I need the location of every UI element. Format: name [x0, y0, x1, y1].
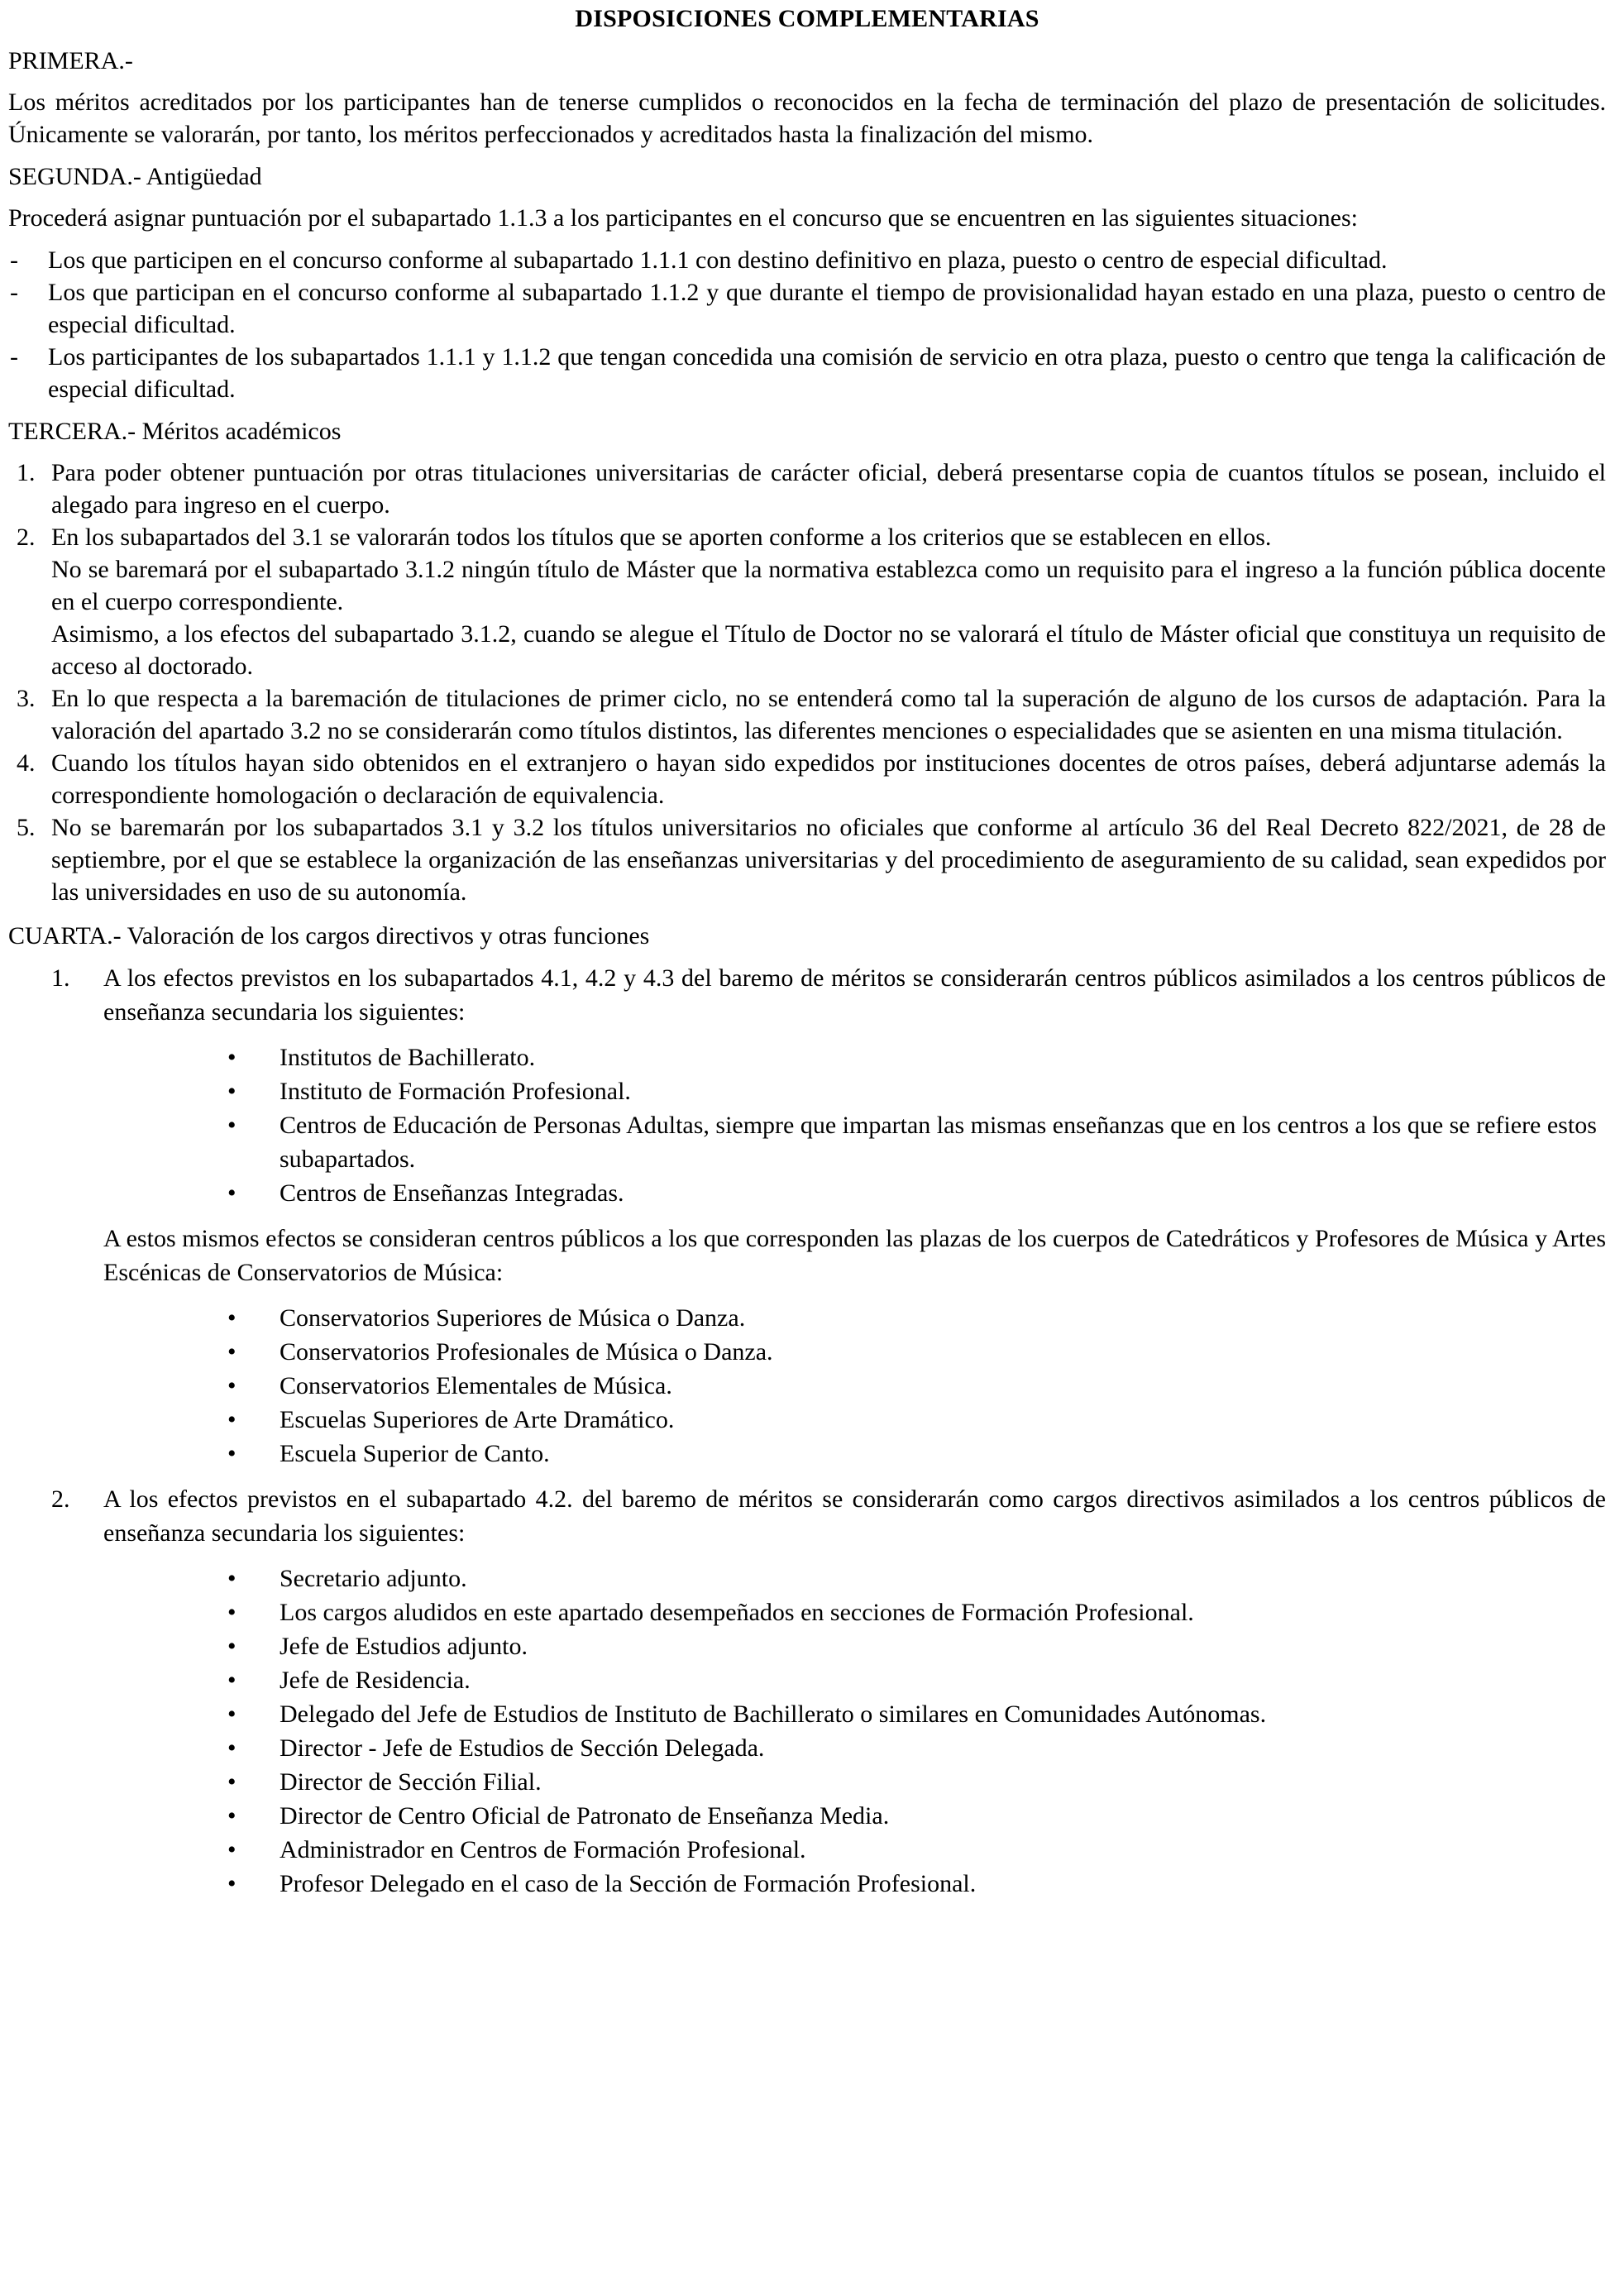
- list-item-label: Los que participan en el concurso conforme al subapartado 1.1.2 y que durante el tiempo de provisionalidad hayan estado en una plaza, puesto o centro de especial dificultad.: [48, 279, 1606, 338]
- bullet-icon: •: [227, 1802, 237, 1830]
- list-item-label: Jefe de Estudios adjunto.: [280, 1633, 528, 1660]
- list-item: [8, 1040, 1606, 1074]
- list-item-label: Conservatorios Profesionales de Música o Danza.: [280, 1338, 773, 1366]
- list-item: [8, 1799, 1606, 1833]
- list-item-label: En los subapartados del 3.1 se valorarán todos los títulos que se aporten conforme a los criterios que se establecen en ellos.: [51, 524, 1272, 551]
- list-item-label: Instituto de Formación Profesional.: [280, 1078, 631, 1105]
- cuarta-bullet-list-conservatorios: [8, 1301, 1606, 1471]
- list-item-label: En lo que respecta a la baremación de titulaciones de primer ciclo, no se entenderá como tal la superación de alguno de los cursos de adaptación. Para la valoración del apartado 3.2 no se considerarán como títulos distintos, las diferentes menciones o especialidades que se asienten en una misma titulación.: [51, 685, 1606, 744]
- tercera-numbered-list: [8, 457, 1606, 908]
- list-item: [8, 1833, 1606, 1867]
- list-item-label: Conservatorios Elementales de Música.: [280, 1372, 672, 1399]
- list-item-label: A los efectos previstos en el subapartado 4.2. del baremo de méritos se considerarán como cargos directivos asimilados a los centros públicos de enseñanza secundaria los siguientes:: [103, 1485, 1606, 1547]
- list-marker: 5.: [17, 814, 36, 841]
- list-item: [8, 961, 1606, 1029]
- list-marker: 2.: [51, 1485, 70, 1513]
- list-item-subparagraph: Asimismo, a los efectos del subapartado 3.1.2, cuando se alegue el Título de Doctor no se valorará el título de Máster oficial que constituya un requisito de acceso al doctorado.: [51, 620, 1606, 680]
- list-marker: 2.: [17, 524, 36, 551]
- list-item-label: Director - Jefe de Estudios de Sección Delegada.: [280, 1734, 765, 1762]
- list-item: [8, 1629, 1606, 1663]
- bullet-icon: •: [227, 1734, 237, 1762]
- segunda-dash-list: [8, 244, 1606, 405]
- dash-marker: -: [10, 279, 18, 306]
- bullet-icon: •: [227, 1633, 237, 1660]
- bullet-icon: •: [227, 1078, 237, 1105]
- list-item-label: Profesor Delegado en el caso de la Sección de Formación Profesional.: [280, 1870, 977, 1897]
- list-marker: 1.: [51, 964, 70, 992]
- document-body: [8, 3, 1606, 1912]
- list-item: [8, 1108, 1606, 1176]
- list-item: [8, 244, 1606, 276]
- bullet-icon: •: [227, 1599, 237, 1626]
- list-item: [8, 1867, 1606, 1901]
- list-item: [8, 1697, 1606, 1731]
- list-item: [8, 1663, 1606, 1697]
- list-item-label: Director de Centro Oficial de Patronato de Enseñanza Media.: [280, 1802, 890, 1830]
- list-item: [8, 811, 1606, 908]
- list-item: [8, 521, 1606, 682]
- list-item: [8, 1562, 1606, 1595]
- bullet-icon: •: [227, 1406, 237, 1433]
- list-item: [8, 1369, 1606, 1403]
- heading-primera: PRIMERA.-: [8, 47, 133, 74]
- list-item: [8, 747, 1606, 811]
- list-item-label: Para poder obtener puntuación por otras titulaciones universitarias de carácter oficial, deberá presentarse copia de cuantos títulos se posean, incluido el alegado para ingreso en el cuerpo.: [51, 459, 1606, 519]
- cuarta-numbered-list-2: [8, 1482, 1606, 1550]
- bullet-icon: •: [227, 1667, 237, 1694]
- list-item-label: Centros de Enseñanzas Integradas.: [280, 1179, 624, 1207]
- list-item: [8, 276, 1606, 341]
- bullet-icon: •: [227, 1338, 237, 1366]
- list-item: [8, 1335, 1606, 1369]
- list-item: [8, 1482, 1606, 1550]
- list-marker: 1.: [17, 459, 36, 486]
- bullet-icon: •: [227, 1768, 237, 1796]
- bullet-icon: •: [227, 1836, 237, 1863]
- heading-tercera: TERCERA.- Méritos académicos: [8, 418, 342, 445]
- bullet-icon: •: [227, 1304, 237, 1332]
- heading-segunda: SEGUNDA.- Antigüedad: [8, 163, 262, 190]
- list-marker: 3.: [17, 685, 36, 712]
- cuarta-numbered-list-1: [8, 961, 1606, 1029]
- list-item: [8, 1731, 1606, 1765]
- list-item-label: Centros de Educación de Personas Adultas, siempre que impartan las mismas enseñanzas que en los centros a los que se refiere estos subapartados.: [280, 1112, 1597, 1173]
- list-item-label: Los que participen en el concurso conforme al subapartado 1.1.1 con destino definitivo en plaza, puesto o centro de especial dificultad.: [48, 246, 1388, 274]
- bullet-icon: •: [227, 1440, 237, 1467]
- list-item-label: Los cargos aludidos en este apartado desempeñados en secciones de Formación Profesional.: [280, 1599, 1194, 1626]
- list-item-label: A los efectos previstos en los subapartados 4.1, 4.2 y 4.3 del baremo de méritos se considerarán centros públicos asimilados a los centros públicos de enseñanza secundaria los siguientes:: [103, 964, 1606, 1026]
- list-item-label: Conservatorios Superiores de Música o Danza.: [280, 1304, 746, 1332]
- bullet-icon: •: [227, 1372, 237, 1399]
- bullet-icon: •: [227, 1565, 237, 1592]
- list-item-label: Los participantes de los subapartados 1.1.1 y 1.1.2 que tengan concedida una comisión de servicio en otra plaza, puesto o centro que tenga la calificación de especial dificultad.: [48, 343, 1606, 403]
- list-item: [8, 1437, 1606, 1471]
- list-item-label: Director de Sección Filial.: [280, 1768, 542, 1796]
- list-item-label: Cuando los títulos hayan sido obtenidos en el extranjero o hayan sido expedidos por instituciones docentes de otros países, deberá adjuntarse además la correspondiente homologación o declaración de equivalencia.: [51, 749, 1606, 809]
- paragraph-cuarta-note: A estos mismos efectos se consideran centros públicos a los que corresponden las plazas de los cuerpos de Catedráticos y Profesores de Música y Artes Escénicas de Conservatorios de Música:: [103, 1225, 1606, 1286]
- cuarta-bullet-list-centros: [8, 1040, 1606, 1210]
- list-item: [8, 1301, 1606, 1335]
- list-item: [8, 1176, 1606, 1210]
- list-item-label: Secretario adjunto.: [280, 1565, 467, 1592]
- dash-marker: -: [10, 246, 18, 274]
- bullet-icon: •: [227, 1179, 237, 1207]
- list-item-subparagraph: No se baremará por el subapartado 3.1.2 ningún título de Máster que la normativa establezca como un requisito para el ingreso a la función pública docente en el cuerpo correspondiente.: [51, 556, 1606, 615]
- bullet-icon: •: [227, 1870, 237, 1897]
- bullet-icon: •: [227, 1700, 237, 1728]
- heading-cuarta: CUARTA.- Valoración de los cargos directivos y otras funciones: [8, 922, 650, 949]
- list-item-label: Jefe de Residencia.: [280, 1667, 471, 1694]
- list-item: [8, 1403, 1606, 1437]
- page-title: DISPOSICIONES COMPLEMENTARIAS: [575, 5, 1039, 32]
- list-item-label: No se baremarán por los subapartados 3.1 y 3.2 los títulos universitarios no oficiales que conforme al artículo 36 del Real Decreto 822/2021, de 28 de septiembre, por el que se establece la organización de las enseñanzas universitarias y del procedimiento de aseguramiento de su calidad, sean expedidos por las universidades en uso de su autonomía.: [51, 814, 1606, 906]
- bullet-icon: •: [227, 1112, 237, 1139]
- list-item: [8, 1765, 1606, 1799]
- list-item: [8, 682, 1606, 747]
- list-item: [8, 1074, 1606, 1108]
- cuarta-bullet-list-cargos: [8, 1562, 1606, 1901]
- bullet-icon: •: [227, 1044, 237, 1071]
- list-item: [8, 1595, 1606, 1629]
- list-item-label: Escuelas Superiores de Arte Dramático.: [280, 1406, 675, 1433]
- paragraph-segunda-intro: Procederá asignar puntuación por el subapartado 1.1.3 a los participantes en el concurso que se encuentren en las siguientes situaciones:: [8, 204, 1358, 232]
- list-item-label: Escuela Superior de Canto.: [280, 1440, 550, 1467]
- list-item-label: Administrador en Centros de Formación Profesional.: [280, 1836, 806, 1863]
- list-item: [8, 341, 1606, 405]
- list-item-label: Institutos de Bachillerato.: [280, 1044, 536, 1071]
- list-item: [8, 457, 1606, 521]
- list-item-label: Delegado del Jefe de Estudios de Instituto de Bachillerato o similares en Comunidades Autónomas.: [280, 1700, 1267, 1728]
- dash-marker: -: [10, 343, 18, 371]
- paragraph-primera: Los méritos acreditados por los participantes han de tenerse cumplidos o reconocidos en la fecha de terminación del plazo de presentación de solicitudes. Únicamente se valorarán, por tanto, los méritos perfeccionados y acreditados hasta la finalización del mismo.: [8, 88, 1606, 148]
- list-marker: 4.: [17, 749, 36, 777]
